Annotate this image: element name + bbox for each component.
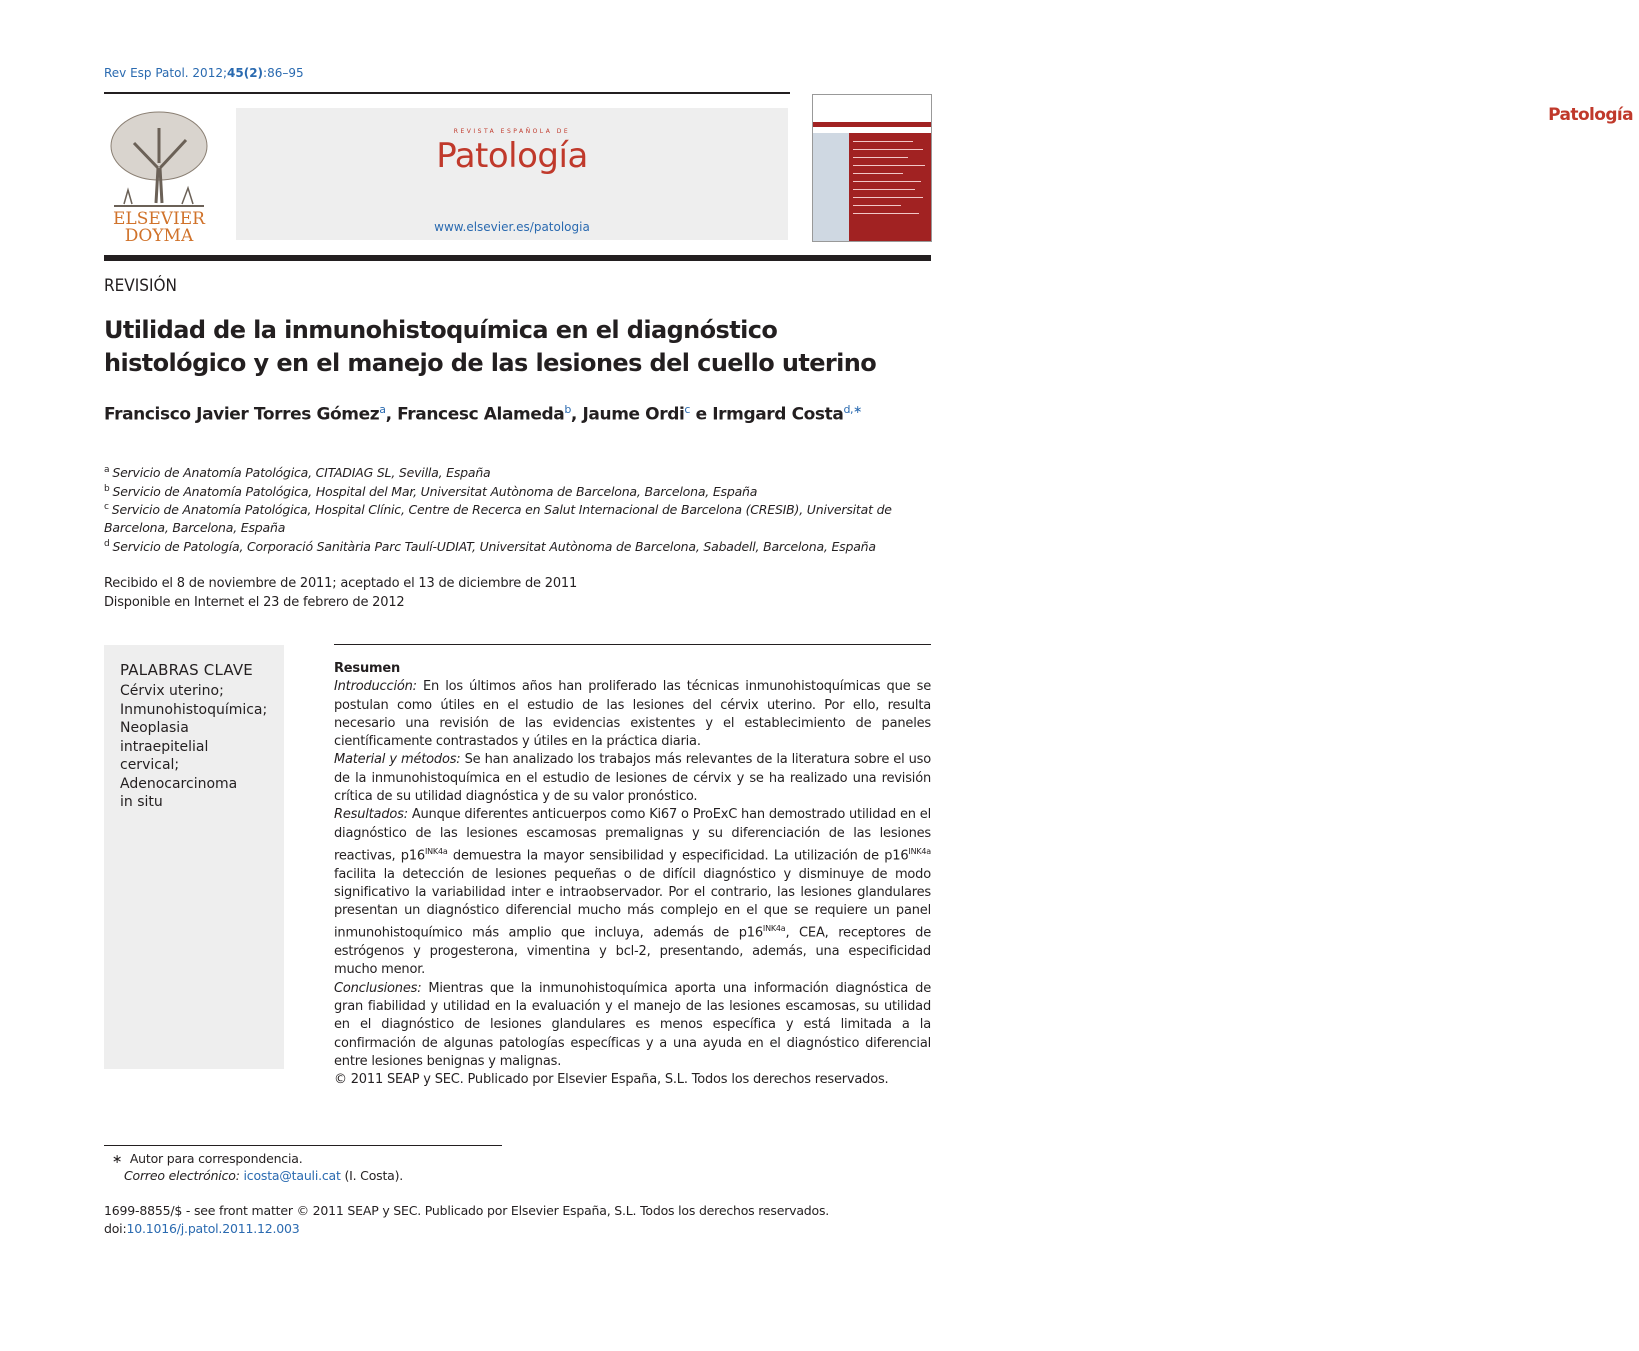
affiliation-text: Servicio de Anatomía Patológica, Hospital Clínic, Centre de Recerca en Salut Internacional de Barcelona (CRESIB), Universitat de Barcelona, Barcelona, España — [104, 502, 892, 536]
journal-cover-thumbnail — [812, 94, 1633, 242]
correspondence-text: Autor para correspondencia. — [129, 1151, 303, 1166]
author-name: Francisco Javier Torres Gómez — [104, 404, 380, 425]
affiliation-text: Servicio de Anatomía Patológica, CITADIAG SL, Sevilla, España — [112, 465, 491, 481]
results-label: Resultados: — [334, 807, 408, 823]
doi-link[interactable]: 10.1016/j.patol.2011.12.003 — [126, 1221, 300, 1236]
author-affiliation-link[interactable]: c — [684, 403, 691, 416]
results-text: , CEA, receptores de estrógenos y progesterona, vimentina y bcl-2, presentando, además, una especificidad mucho menor. — [334, 925, 931, 978]
keyword-item: intraepitelial — [120, 738, 209, 755]
author-name: Jaume Ordi — [582, 404, 685, 425]
conclusions-text: Mientras que la inmunohistoquímica aporta una información diagnóstica de gran fiabilidad y utilidad en la evaluación y el manejo de las lesiones escamosas, su utilidad en el diagnóstico de lesiones glandulares es menos específica y está limitada a la confirmación de algunas patologías específicas y a una ayuda en el diagnóstico diferencial entre lesiones benignas y malignas. — [334, 980, 931, 1069]
received-date: Recibido el 8 de noviembre de 2011; aceptado el 13 de diciembre de 2011 — [104, 576, 578, 591]
svg-text:ELSEVIER: ELSEVIER — [113, 209, 205, 229]
results-text: Aunque diferentes anticuerpos como Ki67 o ProExC han demostrado utilidad en el diagnóstico de las lesiones escamosas premalignas y su diferenciación de las lesiones reactivas, p16 — [334, 807, 931, 864]
results-text: demuestra la mayor sensibilidad y especificidad. La utilización de p16 — [447, 848, 909, 864]
email-link[interactable]: icosta@tauli.cat — [243, 1168, 341, 1183]
abstract-heading: Resumen — [334, 661, 401, 676]
keyword-item: Cérvix uterino; — [120, 683, 224, 699]
abstract — [334, 660, 931, 1089]
email-note — [124, 1167, 403, 1184]
cover-band — [813, 122, 931, 127]
author-affiliation-link[interactable]: d,∗ — [843, 403, 862, 416]
author-affiliation-link[interactable]: b — [564, 403, 571, 416]
journal-citation[interactable] — [104, 66, 304, 80]
journal-url-link[interactable]: www.elsevier.es/patologia — [434, 220, 590, 234]
intro-label: Introducción: — [334, 679, 417, 695]
author-separator: , — [385, 404, 398, 425]
affiliation-marker: b — [104, 484, 110, 494]
affiliation-marker: a — [104, 465, 110, 475]
journal-banner — [236, 108, 788, 240]
affiliation — [104, 535, 924, 556]
cover-micrograph — [813, 133, 849, 241]
results-text: facilita la detección de lesiones pequeñas o de difícil diagnóstico y disminuye de modo significativo la variabilidad inter e intraobservador. Por el contrario, las lesiones glandulares presentan un diagnóstico diferencial mucho más complejo en el que se requiere un panel inmunohistoquímico más amplio que incluya, además de p16 — [334, 866, 931, 941]
svg-text:DOYMA: DOYMA — [124, 226, 194, 246]
header-rule — [104, 92, 790, 94]
abstract-methods — [334, 751, 931, 806]
keyword-item: Neoplasia — [120, 720, 189, 736]
affiliation-text: Servicio de Anatomía Patológica, Hospital del Mar, Universitat Autònoma de Barcelona, Barcelona, España — [112, 484, 758, 500]
section-label: REVISIÓN — [104, 276, 177, 296]
footnote-marker: ∗ — [112, 1151, 123, 1166]
citation-pages: :86–95 — [263, 66, 304, 80]
citation-prefix: Rev Esp Patol. 2012; — [104, 66, 228, 80]
ink-superscript: INK4a — [762, 924, 786, 934]
ink-superscript: INK4a — [908, 846, 931, 856]
affiliation-marker: d — [104, 539, 110, 549]
abstract-results — [334, 806, 931, 979]
abstract-introduction — [334, 678, 931, 751]
issn-line: 1699-8855/$ - see front matter © 2011 SEAP y SEC. Publicado por Elsevier España, S.L. Todos los derechos reservados. — [104, 1203, 830, 1218]
author-name: Francesc Alameda — [397, 404, 565, 425]
author-affiliation-link[interactable]: a — [379, 403, 386, 416]
email-label: Correo electrónico: — [124, 1168, 240, 1183]
affiliation-marker: c — [104, 502, 109, 512]
author-separator: e — [690, 404, 713, 425]
author-name: Irmgard Costa — [712, 404, 844, 425]
journal-name: Patología — [436, 136, 588, 176]
conclusions-label: Conclusiones: — [334, 980, 422, 996]
ink-superscript: INK4a — [424, 846, 448, 856]
affiliation — [104, 461, 924, 482]
author-list — [104, 403, 862, 425]
keywords-heading: PALABRAS CLAVE — [120, 661, 253, 679]
author-separator: , — [570, 404, 583, 425]
available-date: Disponible en Internet el 23 de febrero de 2012 — [104, 595, 405, 610]
email-suffix: (I. Costa). — [340, 1168, 404, 1183]
section-rule — [104, 255, 931, 261]
affiliation — [104, 498, 924, 537]
intro-text: En los últimos años han proliferado las técnicas inmunohistoquímicas que se postulan como útiles en el estudio de las lesiones del cérvix uterino. Por ello, resulta necesario una revisión de las evidencias existentes y el establecimiento de paneles científicamente contrastados y útiles en la práctica diaria. — [334, 679, 931, 750]
elsevier-logo — [104, 108, 214, 246]
doi-line — [104, 1220, 300, 1237]
methods-label: Material y métodos: — [334, 752, 461, 768]
doi-label: doi: — [104, 1221, 127, 1236]
journal-kicker: REVISTA ESPAÑOLA DE — [453, 128, 571, 135]
cover-contents — [849, 133, 931, 241]
correspondence-note — [112, 1150, 302, 1167]
keyword-item: Adenocarcinoma — [120, 775, 238, 792]
abstract-conclusions — [334, 980, 931, 1071]
cover-title: Patología — [1548, 105, 1633, 125]
citation-volume: 45(2) — [227, 66, 264, 80]
abstract-rule — [334, 644, 931, 645]
article-title: Utilidad de la inmunohistoquímica en el diagnóstico histológico y en el manejo de las lesiones del cuello uterino — [104, 316, 877, 377]
keywords-box — [104, 645, 284, 1069]
methods-text: Se han analizado los trabajos más relevantes de la literatura sobre el uso de la inmunohistoquímica en el estudio de lesiones de cérvix y se ha realizado una revisión crítica de su utilidad diagnóstica y de su valor pronóstico. — [334, 752, 931, 805]
abstract-copyright: © 2011 SEAP y SEC. Publicado por Elsevier España, S.L. Todos los derechos reservados. — [334, 1072, 889, 1088]
keyword-item: Inmunohistoquímica; — [120, 701, 268, 718]
elsevier-tree-icon — [104, 108, 214, 246]
footnote-rule — [104, 1145, 502, 1146]
keyword-item: in situ — [120, 794, 163, 810]
affiliation-text: Servicio de Patología, Corporació Sanitària Parc Taulí-UDIAT, Universitat Autònoma de Barcelona, Sabadell, Barcelona, España — [112, 539, 876, 555]
keyword-item: cervical; — [120, 757, 180, 773]
